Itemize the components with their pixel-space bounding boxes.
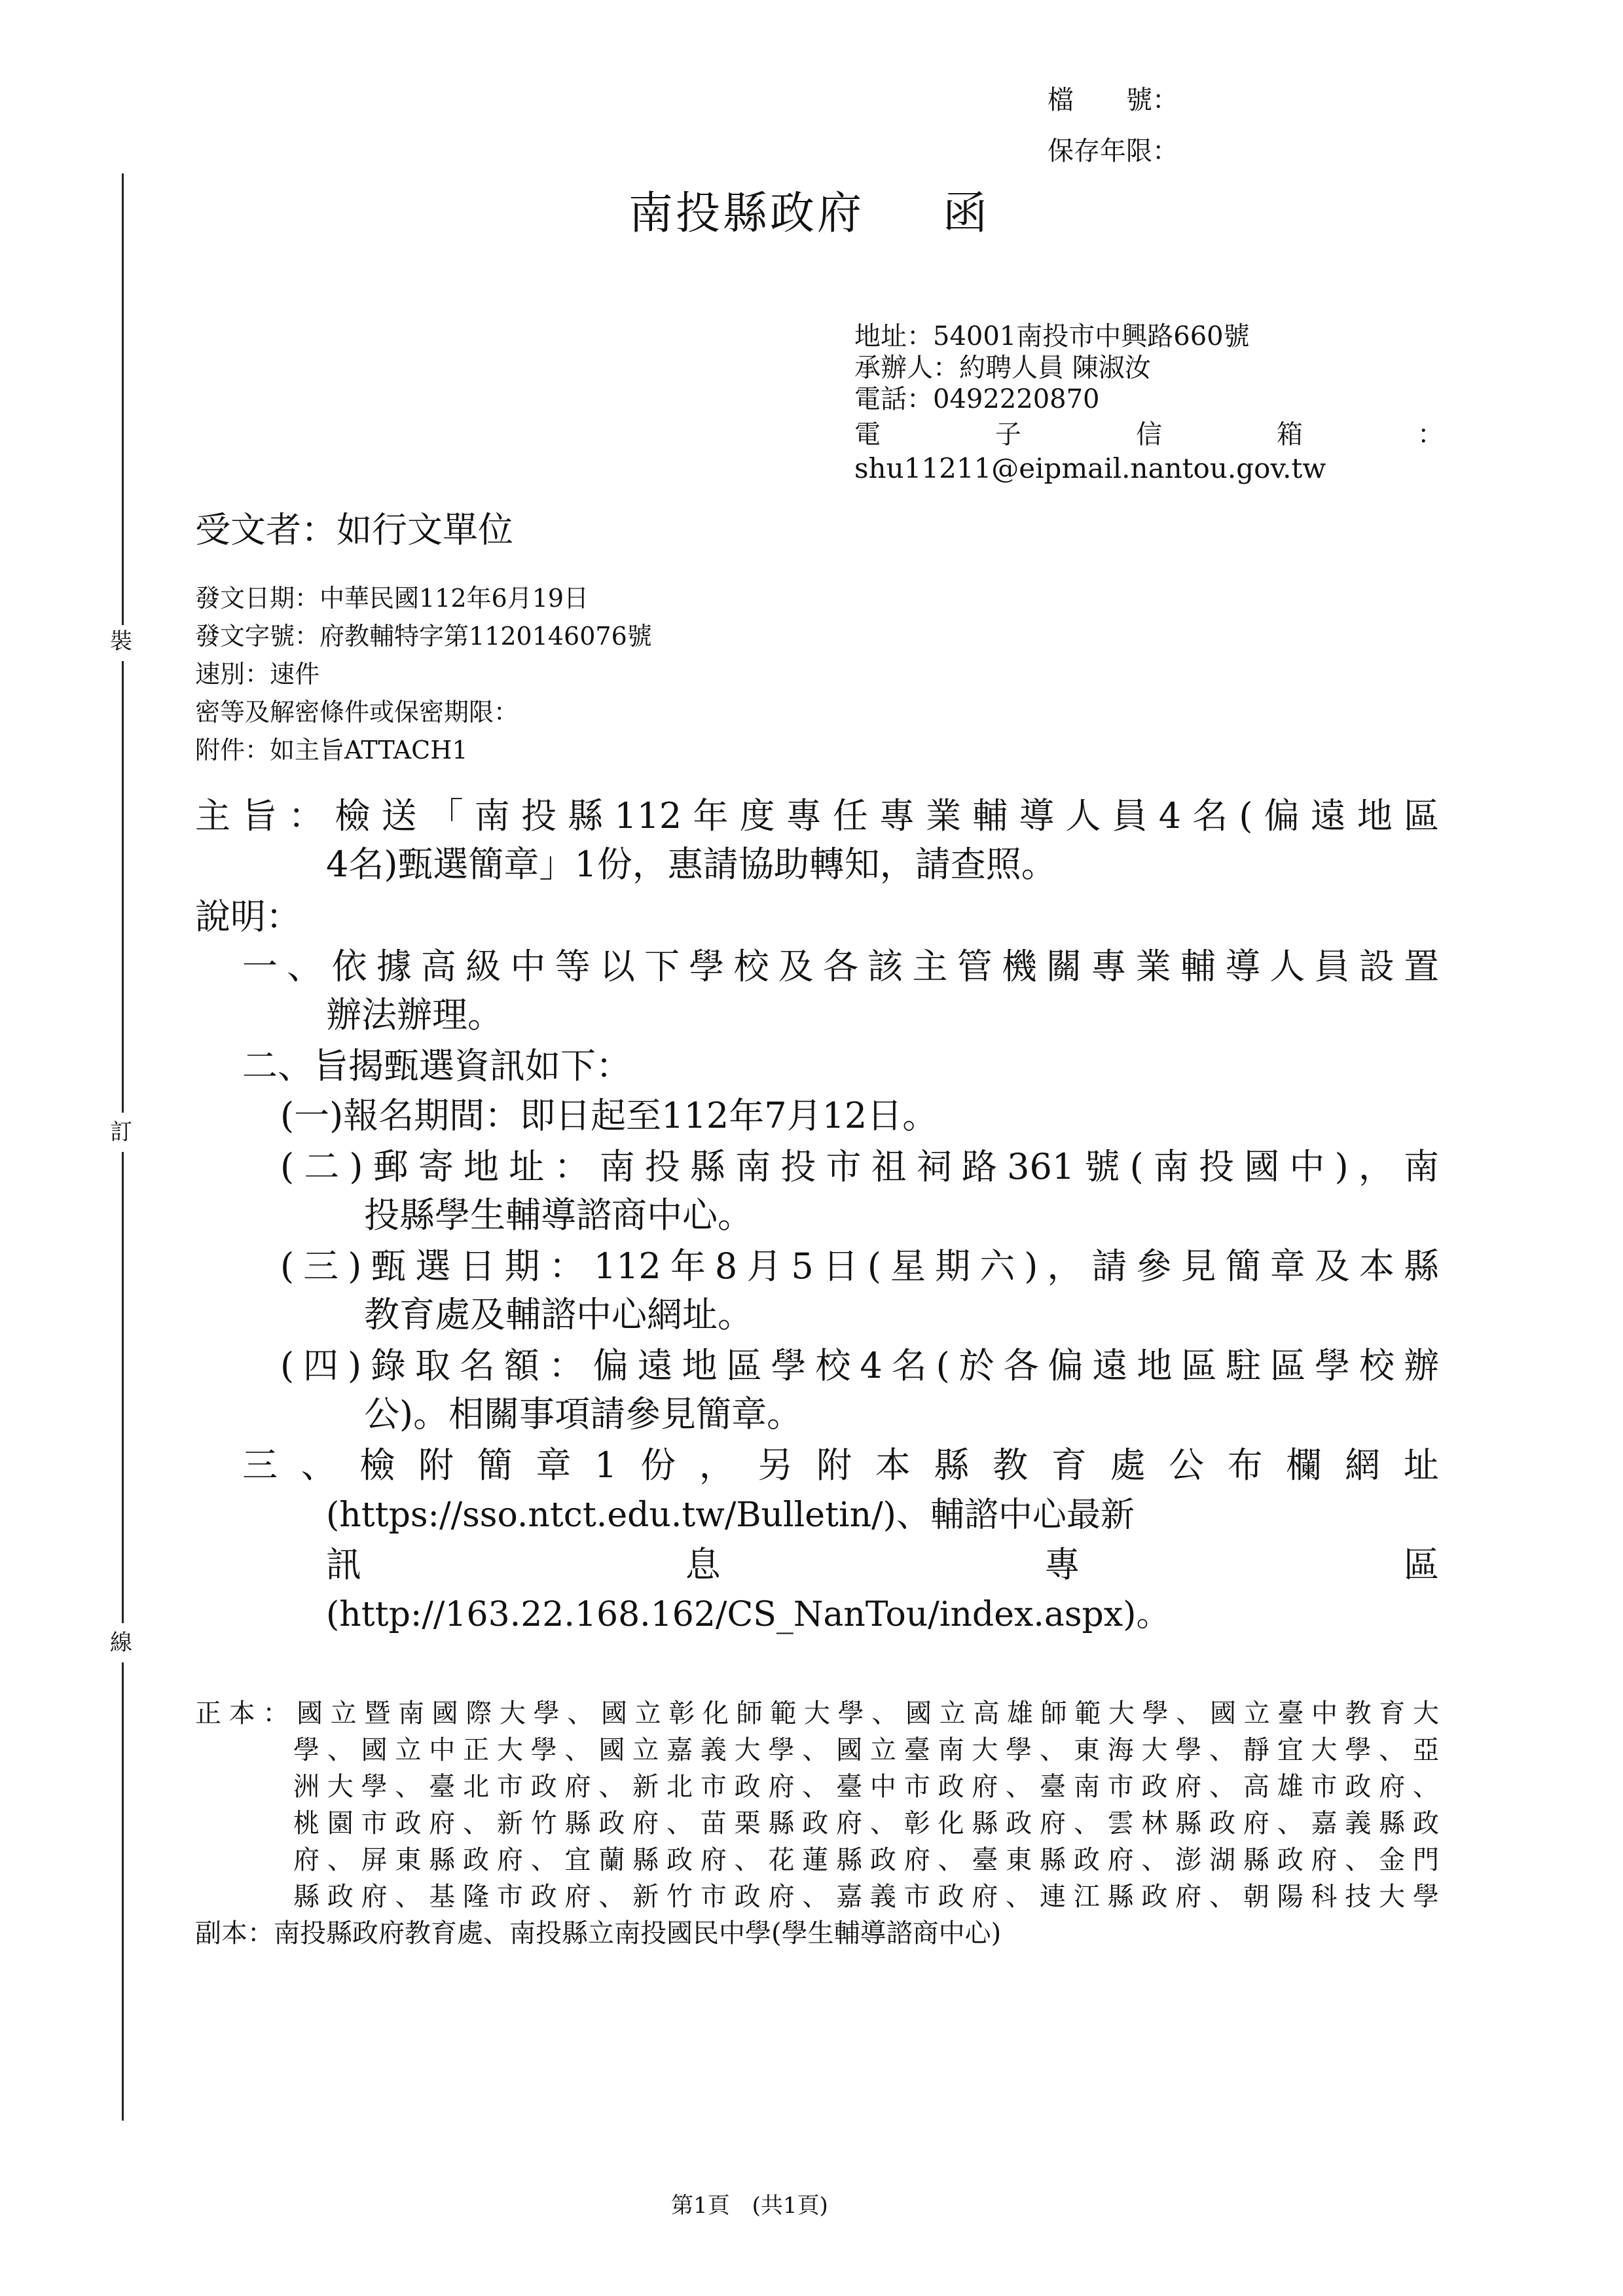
page-number: 第1頁 (共1頁): [671, 2193, 828, 2219]
speed-category: 速別：速件: [195, 660, 320, 689]
handler: 承辦人：約聘人員 陳淑汝: [854, 353, 1151, 383]
binding-mark-ding: 訂: [110, 1119, 132, 1145]
subject-line-1: 主旨：檢送「南投縣112年度專任專業輔導人員4名(偏遠地區: [195, 795, 1439, 836]
binding-mark-zhuang: 裝: [110, 628, 132, 655]
explanation-heading: 說明：: [195, 896, 301, 937]
email-label: 電 子 信 箱 ：: [854, 420, 1444, 450]
page-title: [629, 187, 990, 242]
phone: 電話：0492220870: [854, 384, 1100, 414]
recipient: 受文者：如行文單位: [195, 509, 513, 550]
explanation-item-3-line-3: 訊 息 專 區: [326, 1544, 1439, 1585]
document-type: 函: [943, 188, 991, 240]
explanation-item-2-heading: 二、旨揭甄選資訊如下：: [242, 1045, 631, 1086]
binding-segment: [122, 1152, 124, 1623]
attachment: 附件：如主旨ATTACH1: [195, 736, 468, 764]
distribution-original-line: 正本：國立暨南國際大學、國立彰化師範大學、國立高雄師範大學、國立臺中教育大: [195, 1698, 1439, 1729]
file-number-label: 檔 號：: [1048, 85, 1178, 115]
binding-segment: [122, 1662, 124, 2121]
distribution-original-line: 洲大學、臺北市政府、新北市政府、臺中市政府、臺南市政府、高雄市政府、: [293, 1772, 1439, 1802]
secrecy-level: 密等及解密條件或保密期限：: [195, 698, 519, 726]
explanation-item-2-sub-3-line-1: (三)甄選日期：112年8月5日(星期六)，請參見簡章及本縣: [280, 1246, 1439, 1287]
binding-mark-xian: 線: [110, 1630, 132, 1656]
binding-segment: [122, 173, 124, 625]
distribution-original-line: 縣政府、基隆市政府、新竹市政府、嘉義市政府、連江縣政府、朝陽科技大學: [293, 1882, 1439, 1912]
document-number: 發文字號：府教輔特字第1120146076號: [195, 622, 652, 651]
distribution-original-line: 府、屏東縣政府、宜蘭縣政府、花蓮縣政府、臺東縣政府、澎湖縣政府、金門: [293, 1845, 1439, 1875]
subject-line-2: 4名)甄選簡章」1份，惠請協助轉知，請查照。: [326, 844, 1057, 885]
retention-period-label: 保存年限：: [1048, 136, 1178, 166]
agency-name: 南投縣政府: [629, 188, 865, 240]
distribution-copy: 副本：南投縣政府教育處、南投縣立南投國民中學(學生輔導諮商中心): [195, 1918, 1002, 1948]
distribution-original-line: 學、國立中正大學、國立嘉義大學、國立臺南大學、東海大學、靜宜大學、亞: [293, 1735, 1439, 1765]
explanation-item-2-sub-2-line-2: 投縣學生輔導諮商中心。: [364, 1194, 753, 1236]
explanation-item-1-line-1: 一、依據高級中等以下學校及各該主管機關專業輔導人員設置: [242, 946, 1439, 987]
explanation-item-2-sub-3-line-2: 教育處及輔諮中心網址。: [364, 1294, 753, 1335]
binding-segment: [122, 661, 124, 1113]
explanation-item-3-line-2: (https://sso.ntct.edu.tw/Bulletin/)、輔諮中心最新: [326, 1496, 1135, 1535]
address: 地址：54001南投市中興路660號: [854, 321, 1250, 351]
explanation-item-2-sub-2-line-1: (二)郵寄地址：南投縣南投市祖祠路361號(南投國中)，南: [280, 1146, 1439, 1187]
explanation-item-1-line-2: 辦法辦理。: [326, 994, 503, 1035]
explanation-item-2-sub-4-line-1: (四)錄取名額：偏遠地區學校4名(於各偏遠地區駐區學校辦: [280, 1345, 1439, 1386]
explanation-item-3-line-1: 三 、 檢 附 簡 章 1 份 ， 另 附 本 縣 教 育 處 公 布 欄 網 址: [242, 1444, 1439, 1486]
explanation-item-2-sub-1: (一)報名期間：即日起至112年7月12日。: [280, 1095, 938, 1136]
email-address: shu11211@eipmail.nantou.gov.tw: [854, 452, 1326, 484]
distribution-original-line: 桃園市政府、新竹縣政府、苗栗縣政府、彰化縣政府、雲林縣政府、嘉義縣政: [293, 1808, 1439, 1839]
explanation-item-3-line-4: (http://163.22.168.162/CS_NanTou/index.aspx)。: [326, 1595, 1171, 1634]
issue-date: 發文日期：中華民國112年6月19日: [195, 584, 589, 613]
explanation-item-2-sub-4-line-2: 公)。相關事項請參見簡章。: [364, 1393, 803, 1435]
